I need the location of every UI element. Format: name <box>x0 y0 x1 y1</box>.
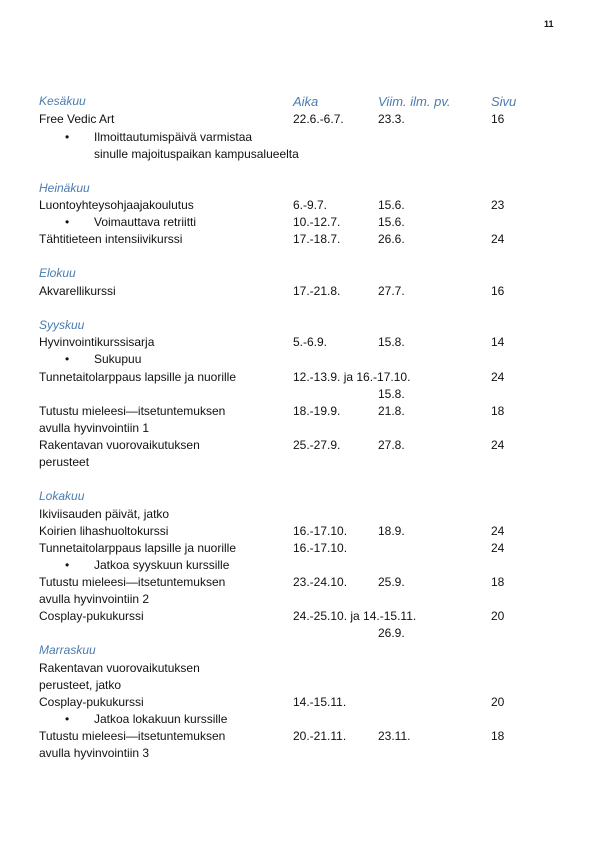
course-time: 23.-24.10. <box>293 575 348 589</box>
bullet-dot: • <box>65 558 70 572</box>
course-deadline: 18.9. <box>378 524 405 538</box>
course-page: 18 <box>491 404 505 418</box>
course-time: 20.-21.11. <box>293 729 347 743</box>
course-page: 18 <box>491 729 505 743</box>
course-name: Tunnetaitolarppaus lapsille ja nuorille <box>39 541 237 555</box>
bullet-note: Ilmoittautumispäivä varmistaa <box>94 130 253 144</box>
course-page: 24 <box>491 541 505 555</box>
section-elokuu: Elokuu <box>39 266 76 280</box>
course-name: avulla hyvinvointiin 2 <box>39 592 150 606</box>
bullet-note: Sukupuu <box>94 352 142 366</box>
course-deadline: 25.9. <box>378 575 405 589</box>
course-time: 10.-12.7. <box>293 215 341 229</box>
course-deadline: 26.9. <box>378 626 405 640</box>
course-page: 20 <box>491 609 505 623</box>
page-column-header: Sivu <box>491 94 517 109</box>
course-time: 16.-17.10. <box>293 541 348 555</box>
course-time: 22.6.-6.7. <box>293 112 344 126</box>
bullet-dot: • <box>65 352 70 366</box>
course-time: 12.-13.9. ja 16.-17.10. <box>293 370 411 384</box>
course-name: Cosplay-pukukurssi <box>39 609 144 623</box>
course-deadline: 15.6. <box>378 215 405 229</box>
course-page: 24 <box>491 438 505 452</box>
bullet-dot: • <box>65 712 70 726</box>
course-name: avulla hyvinvointiin 3 <box>39 746 150 760</box>
course-time: 18.-19.9. <box>293 404 341 418</box>
course-deadline: 27.7. <box>378 284 405 298</box>
bullet-note: Voimauttava retriitti <box>94 215 197 229</box>
bullet-note: sinulle majoituspaikan kampusalueelta <box>94 147 299 161</box>
course-name: perusteet <box>39 455 90 469</box>
course-name: Koirien lihashuoltokurssi <box>39 524 169 538</box>
course-time: 6.-9.7. <box>293 198 328 212</box>
course-name: Tutustu mieleesi—itsetuntemuksen <box>39 729 226 743</box>
course-page: 24 <box>491 370 505 384</box>
course-name: Rakentavan vuorovaikutuksen <box>39 661 200 675</box>
bullet-note: Jatkoa lokakuun kurssille <box>94 712 228 726</box>
bullet-note: Jatkoa syyskuun kurssille <box>94 558 230 572</box>
course-page: 16 <box>491 112 505 126</box>
course-time: 24.-25.10. ja 14.-15.11. <box>293 609 417 623</box>
course-time: 16.-17.10. <box>293 524 348 538</box>
month-header-kesakuu: Kesäkuu <box>39 94 86 108</box>
course-name: Akvarellikurssi <box>39 284 116 298</box>
course-deadline: 21.8. <box>378 404 405 418</box>
course-deadline: 23.11. <box>378 729 411 743</box>
bullet-dot: • <box>65 215 70 229</box>
course-name: Cosplay-pukukurssi <box>39 695 144 709</box>
course-name: Hyvinvointikurssisarja <box>39 335 155 349</box>
course-name: Tutustu mieleesi—itsetuntemuksen <box>39 404 226 418</box>
course-name: Tähtitieteen intensiivikurssi <box>39 232 183 246</box>
time-column-header: Aika <box>293 94 319 109</box>
course-page: 18 <box>491 575 505 589</box>
course-name: Tunnetaitolarppaus lapsille ja nuorille <box>39 370 237 384</box>
deadline-column-header: Viim. ilm. pv. <box>378 94 451 109</box>
course-page: 14 <box>491 335 505 349</box>
course-name: Tutustu mieleesi—itsetuntemuksen <box>39 575 226 589</box>
course-page: 24 <box>491 232 505 246</box>
section-lokakuu: Lokakuu <box>39 489 85 503</box>
course-time: 17.-21.8. <box>293 284 341 298</box>
course-time: 17.-18.7. <box>293 232 341 246</box>
course-name: avulla hyvinvointiin 1 <box>39 421 150 435</box>
course-name: Rakentavan vuorovaikutuksen <box>39 438 200 452</box>
course-deadline: 15.8. <box>378 335 405 349</box>
course-deadline: 23.3. <box>378 112 405 126</box>
course-name: Ikiviisauden päivät, jatko <box>39 507 170 521</box>
course-deadline: 15.8. <box>378 387 405 401</box>
course-deadline: 15.6. <box>378 198 405 212</box>
course-page: 24 <box>491 524 505 538</box>
course-page: 23 <box>491 198 505 212</box>
section-syyskuu: Syyskuu <box>39 318 85 332</box>
section-marraskuu: Marraskuu <box>39 643 96 657</box>
course-time: 5.-6.9. <box>293 335 328 349</box>
course-page: 20 <box>491 695 505 709</box>
course-name: Luontoyhteysohjaajakoulutus <box>39 198 194 212</box>
page-number: 11 <box>544 19 554 29</box>
bullet-dot: • <box>65 130 70 144</box>
course-deadline: 26.6. <box>378 232 405 246</box>
course-page: 16 <box>491 284 505 298</box>
course-name: perusteet, jatko <box>39 678 122 692</box>
course-time: 25.-27.9. <box>293 438 341 452</box>
course-name: Free Vedic Art <box>39 112 115 126</box>
course-time: 14.-15.11. <box>293 695 347 709</box>
course-deadline: 27.8. <box>378 438 405 452</box>
section-heinakuu: Heinäkuu <box>39 181 90 195</box>
